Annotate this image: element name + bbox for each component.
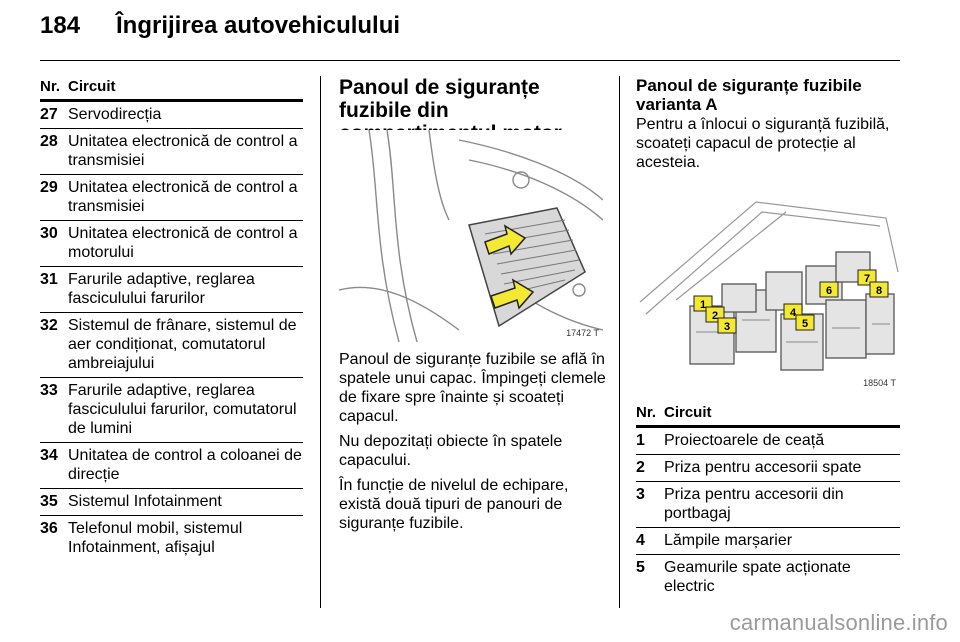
row-circuit: Unitatea de control a coloanei de direcție bbox=[68, 447, 302, 483]
table-row bbox=[40, 313, 303, 378]
col-circuit-header: Circuit bbox=[664, 404, 712, 421]
svg-text:4: 4 bbox=[789, 307, 797, 319]
row-nr: 4 bbox=[636, 532, 645, 549]
fuse-cover bbox=[469, 208, 585, 326]
row-nr: 33 bbox=[40, 382, 58, 399]
fuse-label-3 bbox=[718, 318, 736, 333]
svg-text:6: 6 bbox=[825, 285, 833, 297]
table-row bbox=[636, 555, 900, 600]
figure-code: 17472 T bbox=[566, 328, 599, 338]
section-heading: Panoul de siguranțe fuzibile din bbox=[339, 76, 540, 122]
header-rule bbox=[40, 60, 900, 61]
row-nr: 29 bbox=[40, 179, 58, 196]
engine-fuse-text bbox=[339, 350, 607, 533]
table-row bbox=[40, 489, 303, 516]
variant-a-section bbox=[636, 76, 900, 172]
row-circuit: Sistemul de frânare, sistemul de aer condiționat, comutatorul ambreiajului bbox=[68, 317, 297, 372]
table-row bbox=[636, 528, 900, 555]
fuse-label-8 bbox=[870, 282, 888, 297]
table-row bbox=[636, 428, 900, 455]
paragraph: Panoul de siguranțe fuzibile se află în spatele unui capac. Împingeți clemele de fixare spre înainte și scoateți capacul. bbox=[339, 351, 606, 425]
engine-fuse-box-illustration bbox=[339, 130, 603, 342]
row-circuit: Geamurile spate acționate electric bbox=[664, 559, 851, 595]
svg-text:5: 5 bbox=[801, 318, 809, 330]
column-divider-2 bbox=[619, 76, 620, 608]
page-number: 184 bbox=[40, 12, 81, 39]
svg-text:7: 7 bbox=[863, 273, 871, 285]
row-nr: 30 bbox=[40, 225, 58, 242]
row-circuit: Unitatea electronică de control a transmisiei bbox=[68, 179, 298, 215]
row-nr: 31 bbox=[40, 271, 58, 288]
variant-a-fuse-box-illustration bbox=[636, 182, 900, 392]
row-circuit: Farurile adaptive, reglarea fasciculului farurilor bbox=[68, 271, 255, 307]
row-nr: 32 bbox=[40, 317, 58, 334]
table-row bbox=[40, 378, 303, 443]
column-divider-1 bbox=[320, 76, 321, 608]
table-row bbox=[40, 102, 303, 129]
row-circuit: Farurile adaptive, reglarea fasciculului farurilor, comutatorul de lumini bbox=[68, 382, 297, 437]
fuse-label-6 bbox=[820, 282, 838, 297]
row-nr: 36 bbox=[40, 520, 58, 537]
paragraph: În funcție de nivelul de echipare, există două tipuri de panouri de siguranțe fuzibile. bbox=[339, 477, 569, 532]
row-circuit: Priza pentru accesorii spate bbox=[664, 459, 862, 476]
watermark: carmanualsonline.info bbox=[729, 610, 948, 635]
table-row bbox=[40, 443, 303, 489]
svg-text:2: 2 bbox=[711, 310, 719, 322]
fuse-table-left bbox=[40, 78, 303, 561]
row-nr: 35 bbox=[40, 493, 58, 510]
row-circuit: Lămpile marșarier bbox=[664, 532, 793, 549]
table-row bbox=[636, 455, 900, 482]
row-nr: 1 bbox=[636, 432, 645, 449]
row-circuit: Sistemul Infotainment bbox=[68, 493, 222, 510]
figure-code: 18504 T bbox=[863, 378, 896, 388]
table-row bbox=[40, 516, 303, 561]
paragraph: Nu depozitați obiecte în spatele capacului. bbox=[339, 433, 563, 469]
table-header bbox=[40, 78, 303, 102]
svg-text:8: 8 bbox=[875, 285, 883, 297]
page-title: Îngrijirea autovehiculului bbox=[116, 12, 401, 39]
table-row bbox=[40, 129, 303, 175]
svg-text:1: 1 bbox=[699, 299, 707, 311]
table-row bbox=[40, 221, 303, 267]
row-nr: 5 bbox=[636, 559, 645, 576]
table-row bbox=[40, 267, 303, 313]
table-row bbox=[40, 175, 303, 221]
row-nr: 27 bbox=[40, 106, 58, 123]
section-heading: Panoul de siguranțe fuzibile varianta A bbox=[636, 76, 862, 114]
table-row bbox=[636, 482, 900, 528]
paragraph: Pentru a înlocui o siguranță fuzibilă, scoateți capacul de protecție al acesteia. bbox=[636, 116, 890, 171]
fuse-table-right bbox=[636, 404, 900, 600]
row-circuit: Priza pentru accesorii din portbagaj bbox=[664, 486, 844, 522]
row-circuit: Servodirecția bbox=[68, 106, 162, 123]
row-nr: 3 bbox=[636, 486, 645, 503]
row-circuit: Telefonul mobil, sistemul Infotainment, afișajul bbox=[68, 520, 243, 556]
fuse-label-5 bbox=[796, 315, 814, 330]
row-nr: 34 bbox=[40, 447, 58, 464]
row-circuit: Unitatea electronică de control a transmisiei bbox=[68, 133, 298, 169]
row-circuit: Unitatea electronică de control a motorului bbox=[68, 225, 298, 261]
row-circuit: Proiectoarele de ceață bbox=[664, 432, 825, 449]
row-nr: 28 bbox=[40, 133, 58, 150]
fuse-cover-drawing bbox=[339, 130, 603, 342]
svg-text:3: 3 bbox=[723, 321, 731, 333]
col-nr-header: Nr. bbox=[636, 404, 657, 421]
fuse-box-drawing bbox=[636, 182, 900, 392]
page-header bbox=[40, 8, 900, 52]
col-nr-header: Nr. bbox=[40, 78, 61, 95]
table-header bbox=[636, 404, 900, 428]
row-nr: 2 bbox=[636, 459, 645, 476]
col-circuit-header: Circuit bbox=[68, 78, 116, 95]
